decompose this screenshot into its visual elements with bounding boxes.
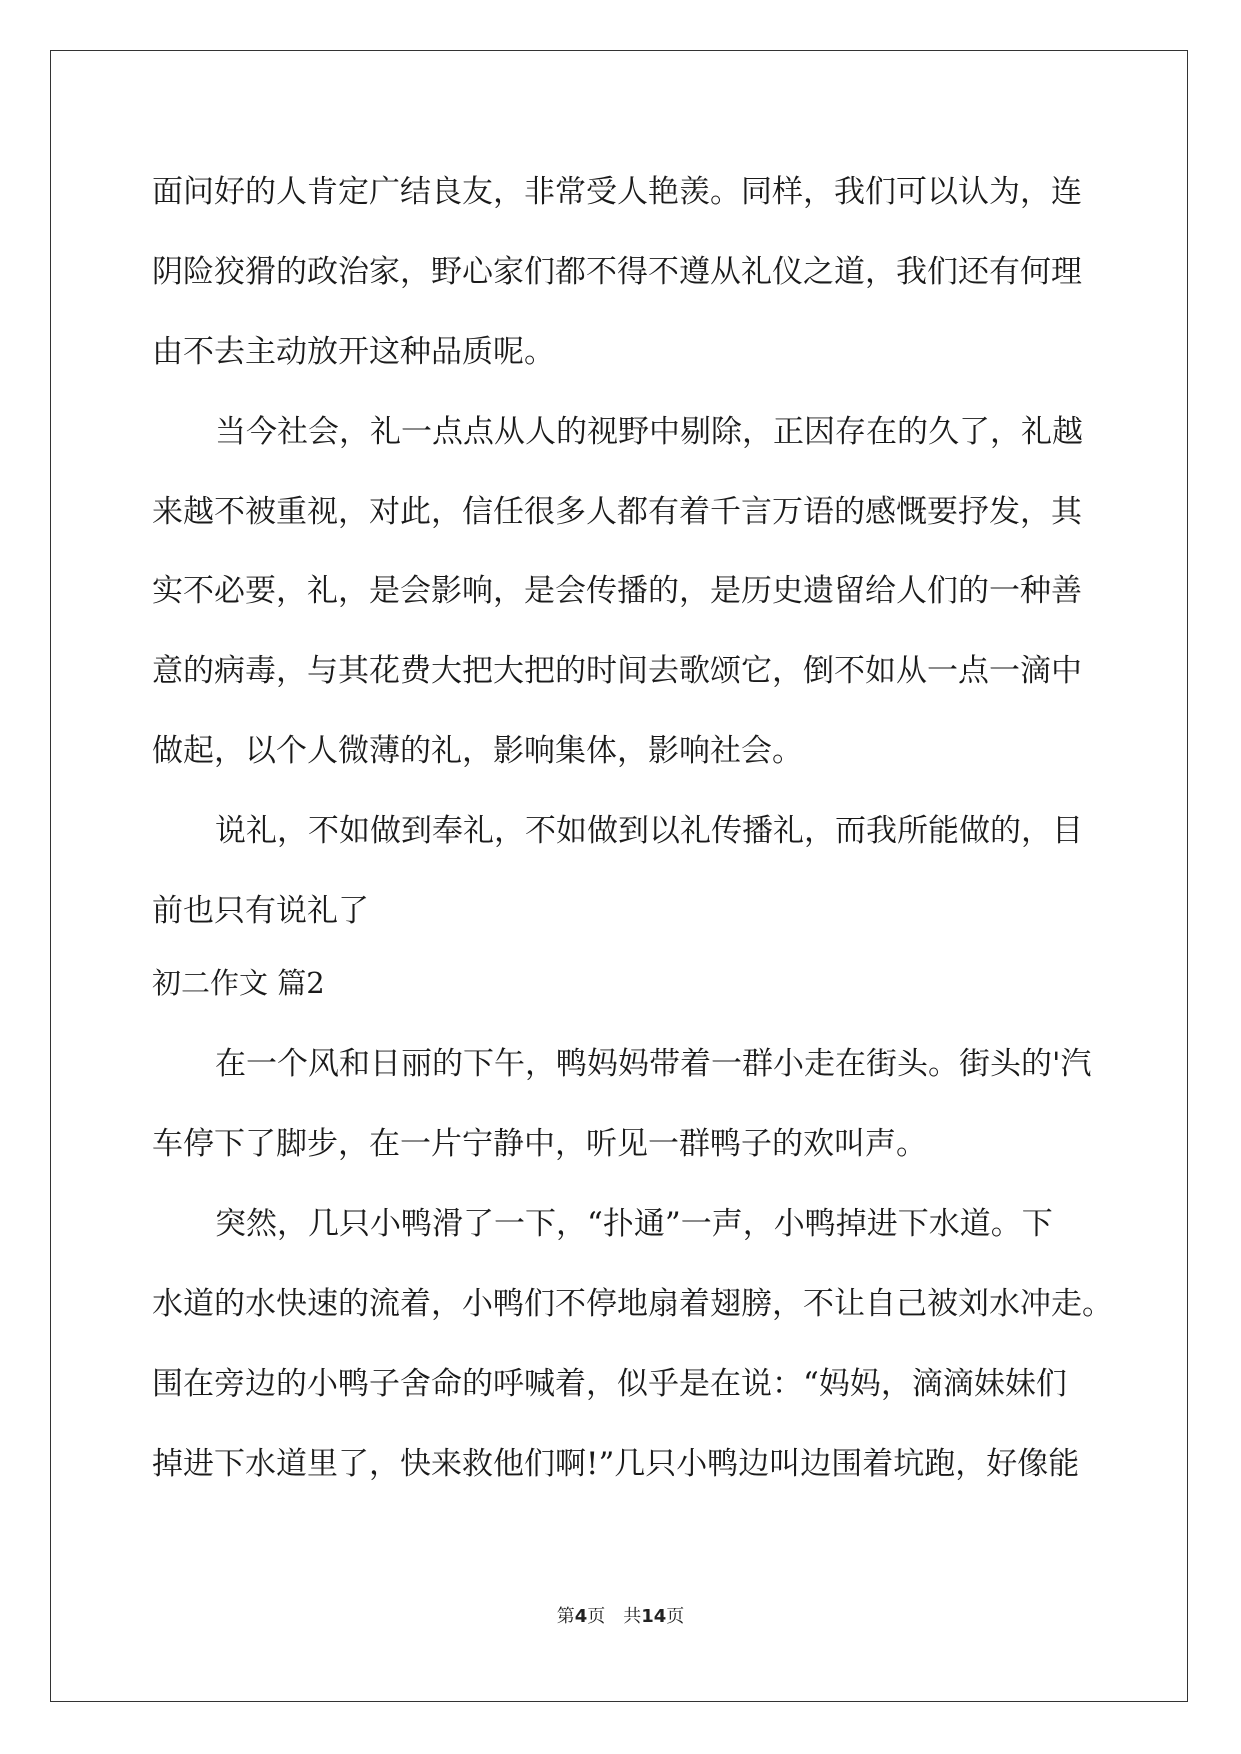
paragraph-4-line-2: 车停下了脚步，在一片宁静中，听见一群鸭子的欢叫声。: [152, 1126, 927, 1162]
paragraph-1-line-3: 由不去主动放开这种品质呢。: [152, 334, 555, 370]
footer-suffix: 页: [666, 1606, 685, 1627]
paragraph-5-line-2: 水道的水快速的流着，小鸭们不停地扇着翅膀，不让自己被刘水冲走。: [152, 1286, 1113, 1322]
paragraph-1-line-2: 阴险狡猾的政治家，野心家们都不得不遵从礼仪之道，我们还有何理: [152, 254, 1082, 290]
paragraph-5-line-4: 掉进下水道里了，快来救他们啊!”几只小鸭边叫边围着坑跑，好像能: [152, 1446, 1080, 1482]
paragraph-3-line-2: 前也只有说礼了: [152, 893, 369, 929]
paragraph-4-line-1: 在一个风和日丽的下午，鸭妈妈带着一群小走在街头。街头的'汽: [215, 1046, 1092, 1082]
footer-prefix: 第: [556, 1606, 575, 1627]
paragraph-5-line-3: 围在旁边的小鸭子舍命的呼喊着，似乎是在说：“妈妈，滴滴妹妹们: [152, 1366, 1067, 1402]
paragraph-2-line-3: 实不必要，礼，是会影响，是会传播的，是历史遗留给人们的一种善: [152, 573, 1082, 609]
footer-mid: 页 共: [587, 1606, 642, 1627]
paragraph-2-line-1: 当今社会，礼一点点从人的视野中剔除，正因存在的久了，礼越: [215, 414, 1083, 450]
section-heading: 初二作文 篇2: [152, 966, 325, 1000]
total-pages-number: 14: [641, 1606, 667, 1627]
paragraph-1-line-1: 面问好的人肯定广结良友，非常受人艳羡。同样，我们可以认为，连: [152, 174, 1082, 210]
current-page-number: 4: [574, 1606, 588, 1627]
page-footer: [0, 1602, 1241, 1632]
paragraph-2-line-2: 来越不被重视，对此，信任很多人都有着千言万语的感慨要抒发，其: [152, 494, 1082, 530]
paragraph-5-line-1: 突然，几只小鸭滑了一下，“扑通”一声，小鸭掉进下水道。下: [215, 1206, 1053, 1242]
paragraph-2-line-5: 做起，以个人微薄的礼，影响集体，影响社会。: [152, 733, 803, 769]
paragraph-3-line-1: 说礼，不如做到奉礼，不如做到以礼传播礼，而我所能做的，目: [215, 813, 1083, 849]
paragraph-2-line-4: 意的病毒，与其花费大把大把的时间去歌颂它，倒不如从一点一滴中: [152, 653, 1082, 689]
